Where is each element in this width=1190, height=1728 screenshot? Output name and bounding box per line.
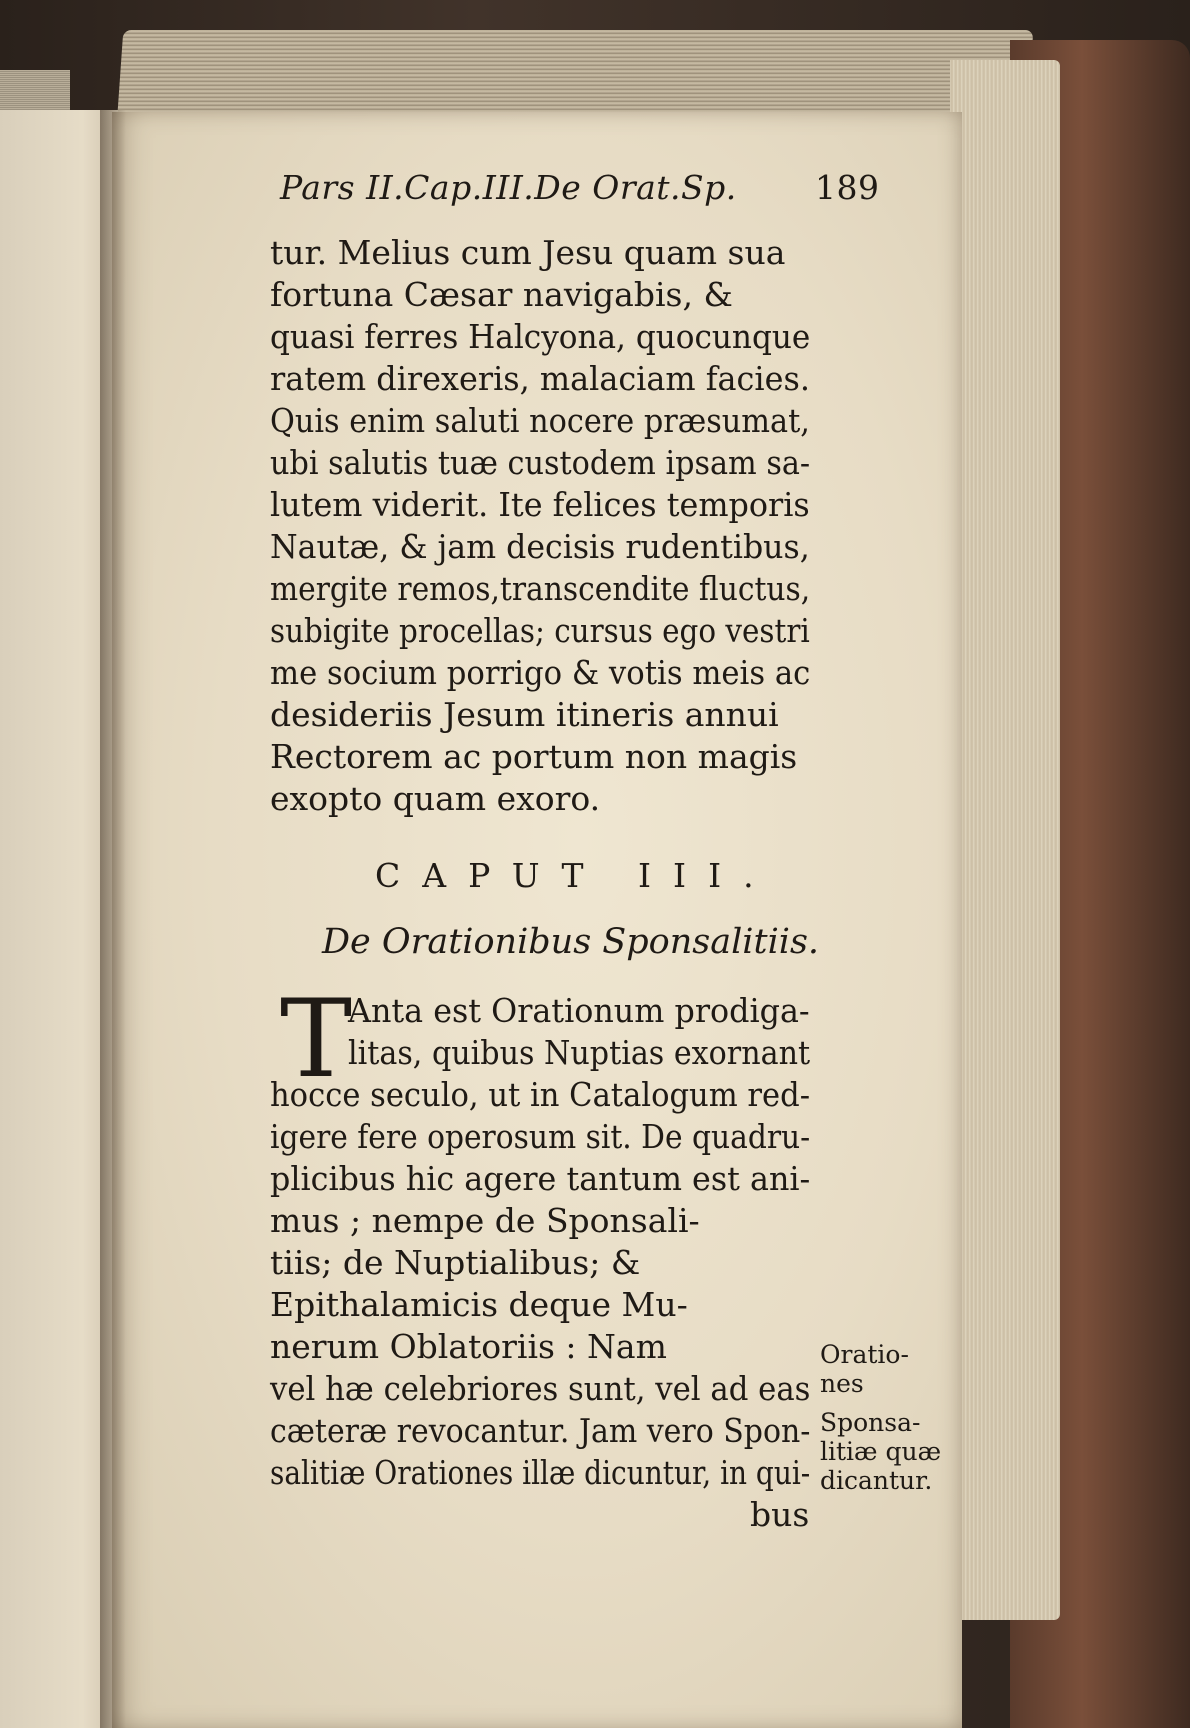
text-line: hocce seculo, ut in Catalogum red- — [270, 1075, 811, 1114]
text-line: litas, quibus Nuptias exornant — [348, 1033, 811, 1072]
text-line: tiis; de Nuptialibus; & — [270, 1243, 641, 1282]
text-line: ubi salutis tuæ custodem ipsam sa- — [270, 443, 811, 482]
text-line: plicibus hic agere tantum est ani- — [270, 1159, 811, 1198]
page-number: 189 — [815, 168, 880, 207]
running-header — [280, 168, 880, 207]
text-line: salitiæ Orationes illæ dicuntur, in qui- — [270, 1453, 811, 1492]
text-line: me socium porrigo & votis meis ac — [270, 653, 811, 692]
page-edges-top — [117, 30, 1034, 125]
text-line: vel hæ celebriores sunt, vel ad eas — [270, 1369, 811, 1408]
text-line: tur. Melius cum Jesu quam sua — [270, 233, 786, 272]
text-line: exopto quam exoro. — [270, 779, 601, 818]
margin-note-line: Sponsa- — [820, 1408, 921, 1437]
running-title: Pars II.Cap.III.De Orat.Sp. — [280, 168, 737, 207]
text-line: fortuna Cæsar navigabis, & — [270, 275, 733, 314]
page-edges-right — [950, 60, 1060, 1620]
text-line: quasi ferres Halcyona, quocunque — [270, 317, 811, 356]
text-line: mergite remos,transcendite fluctus, — [270, 569, 811, 608]
text-line: Anta est Orationum prodiga- — [348, 991, 810, 1030]
text-line: lutem viderit. Ite felices temporis — [270, 485, 810, 524]
text-line: Nautæ, & jam decisis rudentibus, — [270, 527, 810, 566]
text-line: ratem direxeris, malaciam facies. — [270, 359, 810, 398]
margin-note-line: Oratio- — [820, 1340, 909, 1369]
chapter-heading: CAPUT III. — [375, 856, 776, 895]
text-line: bus — [750, 1495, 810, 1534]
text-line: Epithalamicis deque Mu- — [270, 1285, 688, 1324]
drop-cap: T — [280, 977, 353, 1102]
text-line: subigite procellas; cursus ego vestri — [270, 611, 810, 650]
margin-note-line: nes — [820, 1369, 864, 1398]
chapter-subtitle: De Orationibus Sponsalitiis. — [322, 922, 820, 962]
text-line: mus ; nempe de Sponsali- — [270, 1201, 700, 1240]
text-line: igere fere operosum sit. De quadru- — [270, 1117, 811, 1156]
text-line: nerum Oblatoriis : Nam — [270, 1327, 667, 1366]
spine-shadow — [100, 110, 126, 1728]
margin-note-line: litiæ quæ — [820, 1437, 942, 1466]
text-line: Quis enim saluti nocere præsumat, — [270, 401, 810, 440]
margin-note-line: dicantur. — [820, 1466, 933, 1495]
text-line: Rectorem ac portum non magis — [270, 737, 798, 776]
text-line: cæteræ revocantur. Jam vero Spon- — [270, 1411, 811, 1450]
text-line: desideriis Jesum itineris annui — [270, 695, 779, 734]
